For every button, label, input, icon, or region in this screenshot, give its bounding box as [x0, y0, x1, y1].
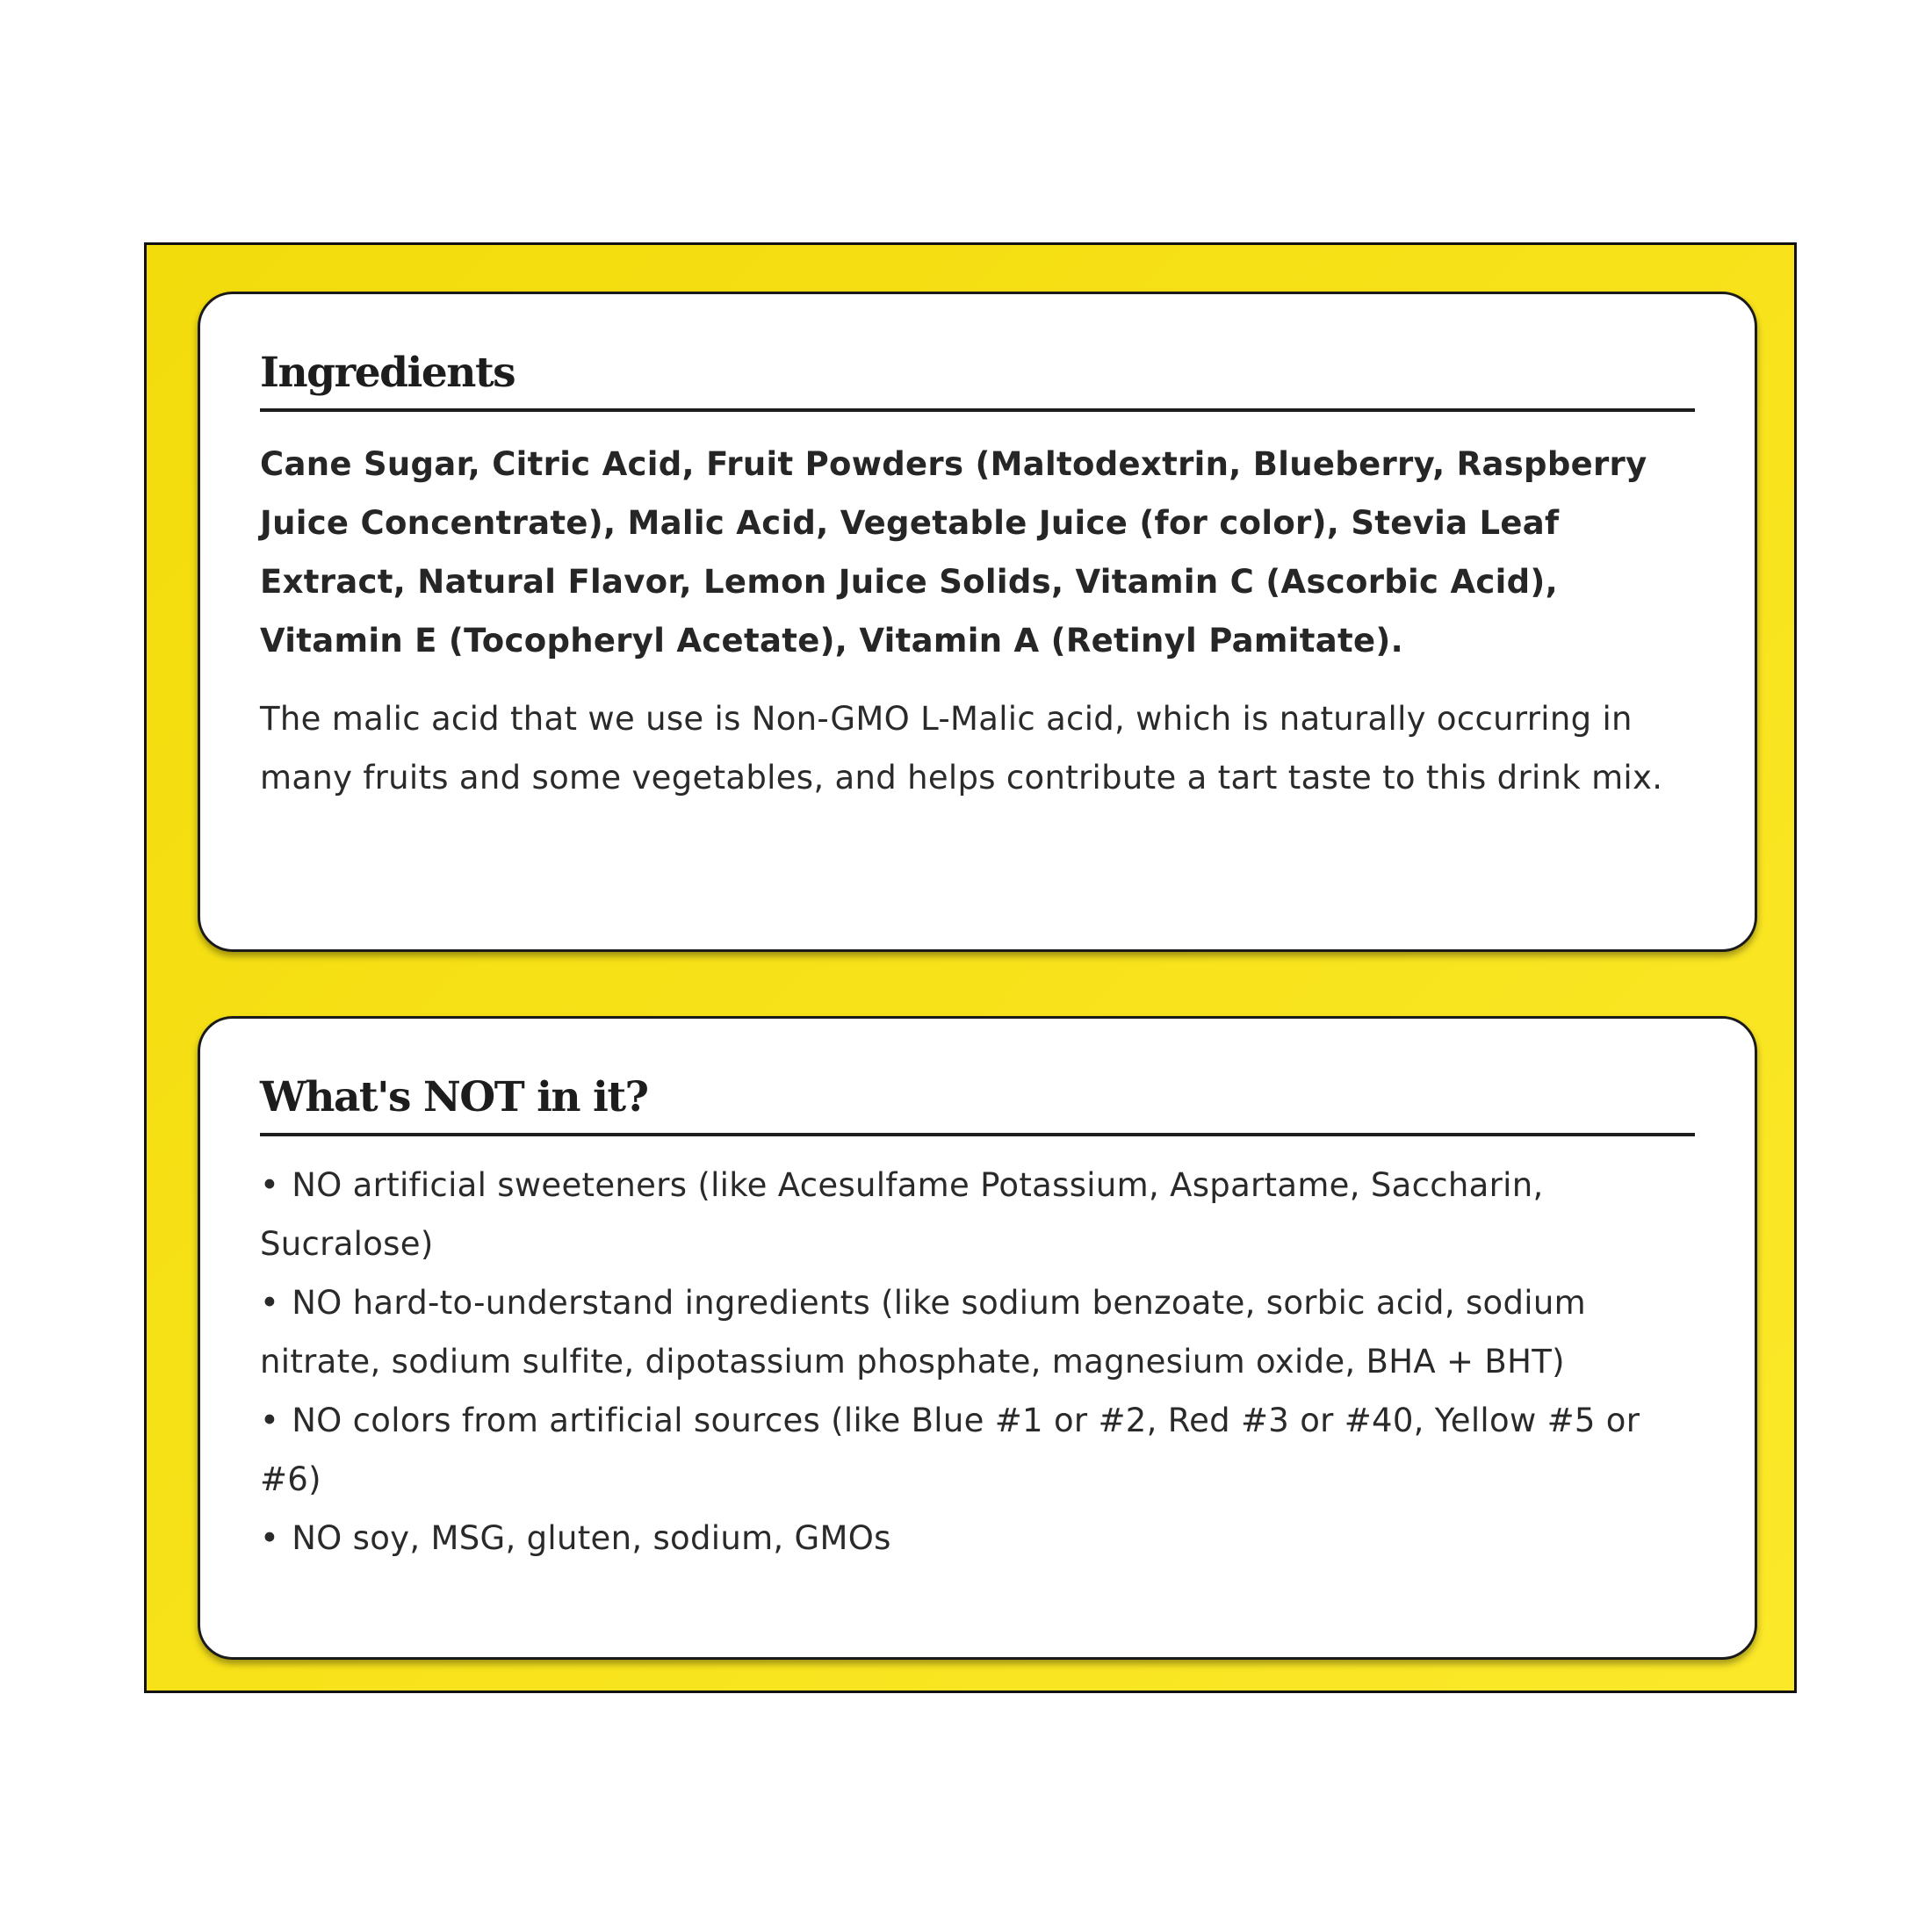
exclusion-text: NO hard-to-understand ingredients (like sodium benzoate, sorbic acid, sodium nitrate, sodium sulfite, dipotassium phosphate, magnesium oxide, BHA + BHT)	[260, 1284, 1586, 1381]
bullet-icon: •	[260, 1402, 280, 1440]
exclusion-text: NO soy, MSG, gluten, sodium, GMOs	[292, 1519, 891, 1558]
whats-not-in-it-card	[198, 1016, 1757, 1660]
whats-not-in-it-heading: What's NOT in it?	[260, 1073, 1695, 1136]
malic-acid-note: The malic acid that we use is Non-GMO L-Malic acid, which is naturally occurring in many fruits and some vegetables, and helps contribute a tart taste to this drink mix.	[260, 700, 1663, 797]
exclusion-item-colors	[260, 1391, 1695, 1509]
ingredients-heading: Ingredients	[260, 349, 1695, 412]
exclusion-text: NO artificial sweeteners (like Acesulfame Potassium, Aspartame, Saccharin, Sucralose)	[260, 1166, 1544, 1264]
bullet-icon: •	[260, 1166, 280, 1205]
ingredients-list-text: Cane Sugar, Citric Acid, Fruit Powders (Maltodextrin, Blueberry, Raspberry Juice Concentrate), Malic Acid, Vegetable Juice (for color), Stevia Leaf Extract, Natural Flavor, Lemon Juice Solids, Vitamin C (Ascorbic Acid), Vitamin E (Tocopheryl Acetate), Vitamin A (Retinyl Pamitate).	[260, 445, 1647, 660]
exclusions-list	[260, 1156, 1695, 1568]
exclusion-text: NO colors from artificial sources (like Blue #1 or #2, Red #3 or #40, Yellow #5 or #6)	[260, 1402, 1640, 1499]
exclusion-item-allergens	[260, 1509, 1695, 1568]
yellow-panel	[144, 242, 1797, 1693]
exclusion-item-sweeteners	[260, 1156, 1695, 1273]
bullet-icon: •	[260, 1519, 280, 1558]
ingredients-card	[198, 292, 1757, 952]
bullet-icon: •	[260, 1284, 280, 1323]
exclusion-item-ingredients	[260, 1273, 1695, 1391]
